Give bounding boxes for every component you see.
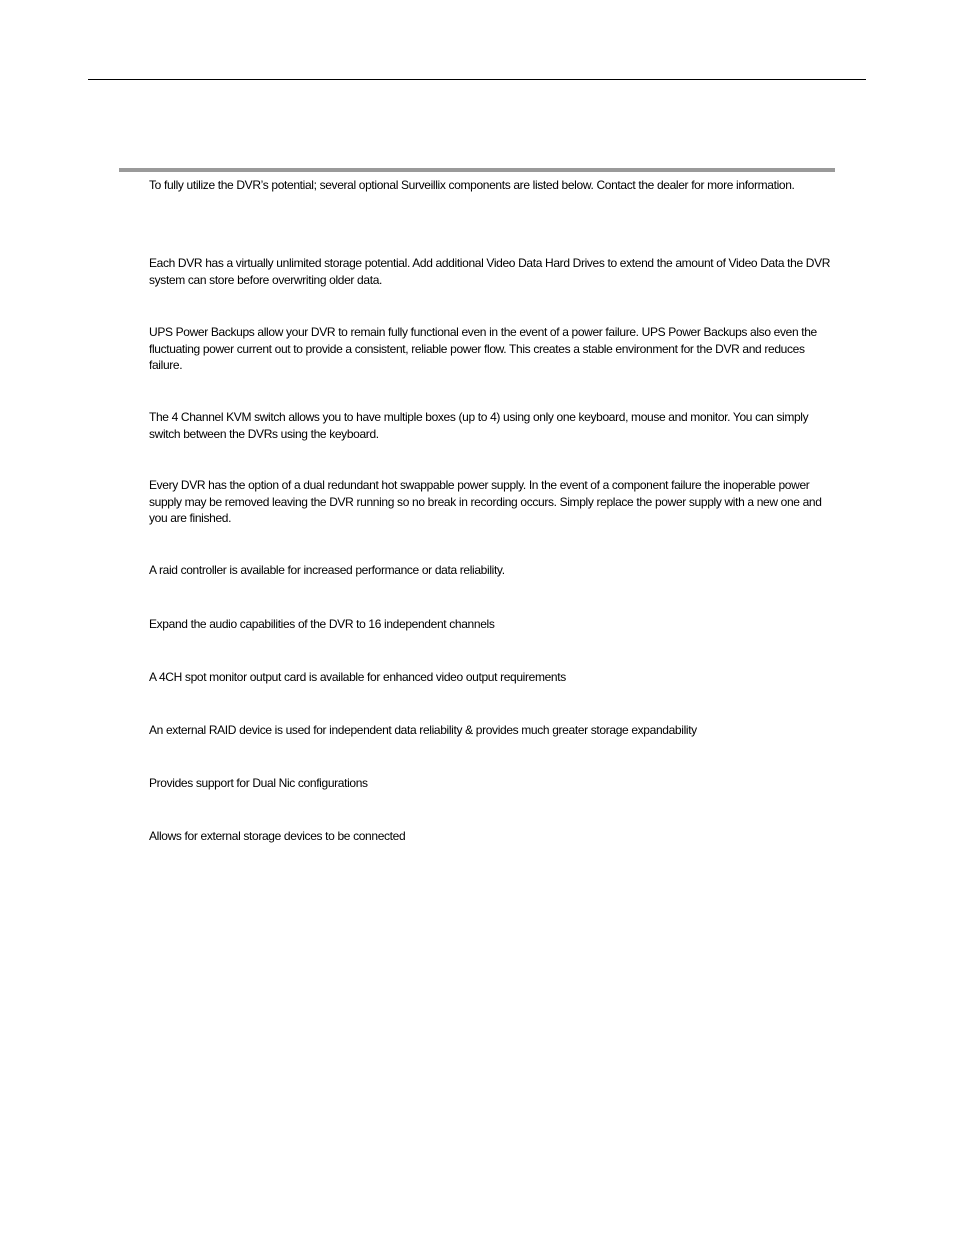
raid-controller-paragraph: A raid controller is available for increased performance or data reliability.	[149, 563, 505, 577]
section-rule	[119, 168, 835, 172]
header-rule	[88, 79, 866, 80]
power-supply-paragraph: Every DVR has the option of a dual redundant hot swappable power supply. In the event of a component failure the inoperable power supply may be removed leaving the DVR running so no break in recording occurs. Simply replace the power supply with a new one and you are finished.	[149, 478, 822, 525]
external-raid-paragraph: An external RAID device is used for independent data reliability & provides much greater storage expandability	[149, 723, 697, 737]
external-storage-paragraph: Allows for external storage devices to be connected	[149, 829, 406, 843]
dual-nic-paragraph: Provides support for Dual Nic configurations	[149, 776, 368, 790]
audio-expansion-paragraph: Expand the audio capabilities of the DVR to 16 independent channels	[149, 617, 495, 631]
spot-monitor-paragraph: A 4CH spot monitor output card is available for enhanced video output requirements	[149, 670, 566, 684]
kvm-switch-paragraph: The 4 Channel KVM switch allows you to have multiple boxes (up to 4) using only one keyboard, mouse and monitor. You can simply switch between the DVRs using the keyboard.	[149, 410, 809, 441]
ups-backup-paragraph: UPS Power Backups allow your DVR to remain fully functional even in the event of a power failure. UPS Power Backups also even the fluctuating power current out to provide a consistent, reliable power flow. This creates a stable environment for the DVR and reduces failure.	[149, 325, 817, 372]
intro-paragraph: To fully utilize the DVR’s potential; several optional Surveillix components are listed below. Contact the dealer for more information.	[149, 178, 795, 192]
hard-drive-paragraph: Each DVR has a virtually unlimited storage potential. Add additional Video Data Hard Drives to extend the amount of Video Data the DVR system can store before overwriting older data.	[149, 256, 831, 287]
